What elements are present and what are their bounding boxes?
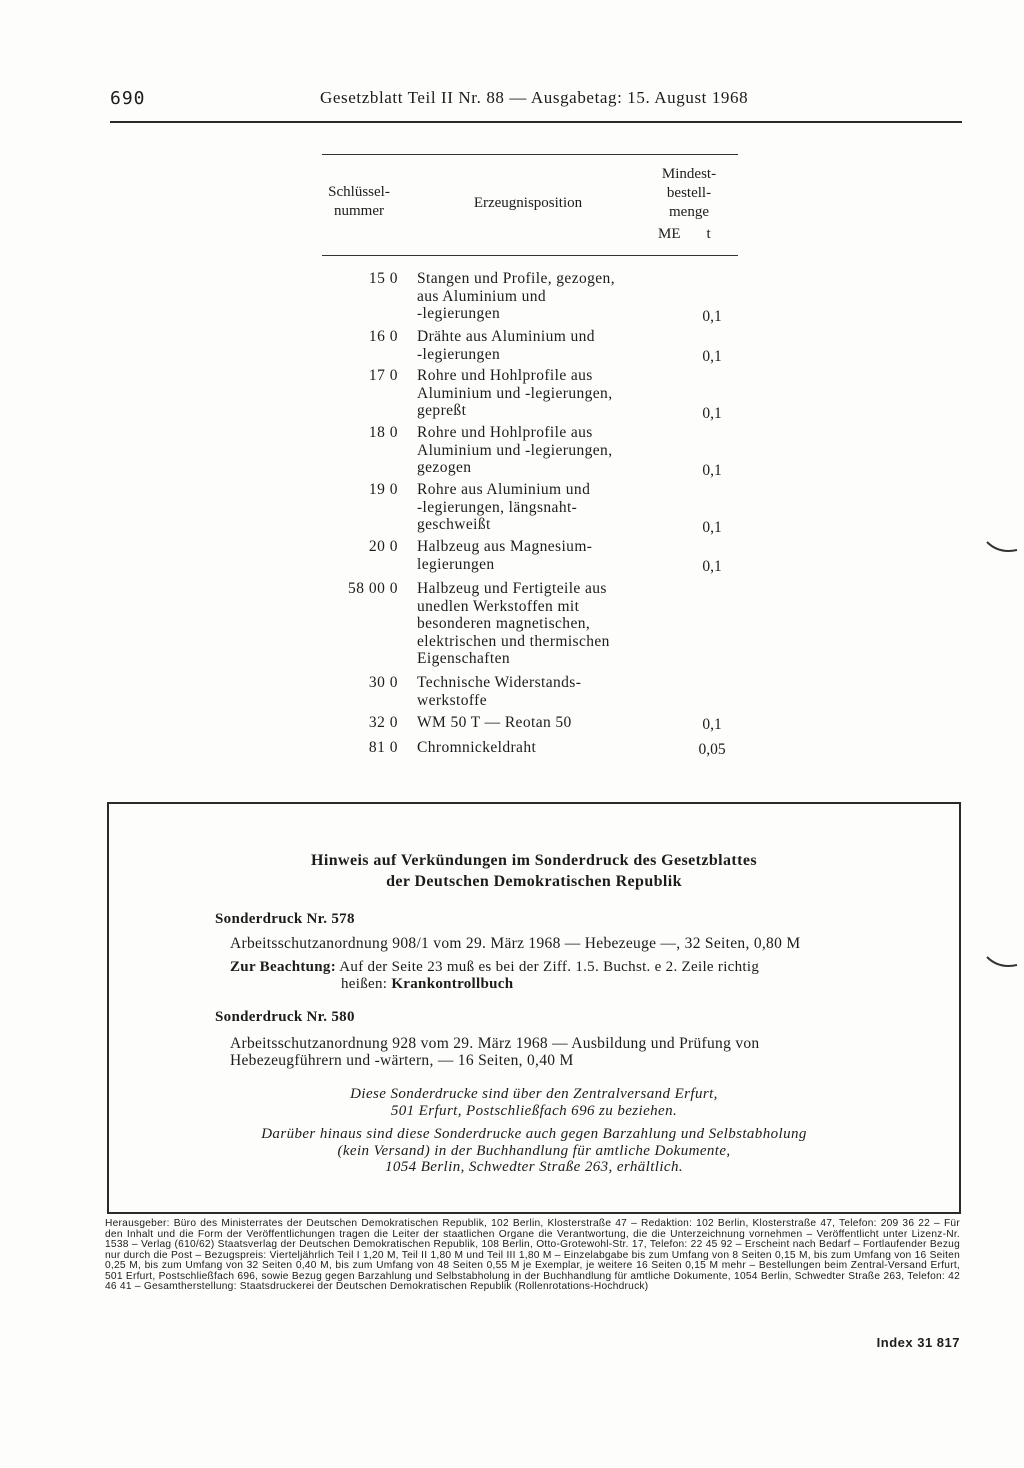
row-description-line: -legierungen: [417, 345, 501, 363]
sonderdruck-notice-box: [107, 802, 961, 1214]
row-description-line: Halbzeug und Fertigteile aus: [417, 580, 607, 597]
row-description: [417, 328, 657, 363]
row-description: [417, 739, 657, 757]
row-description-line: geschweißt: [417, 516, 491, 533]
errata-label: Zur Beachtung:: [230, 959, 337, 975]
row-quantity: 0,1: [702, 462, 722, 479]
margin-tick-mark: [985, 540, 1019, 554]
header-rule: [110, 121, 962, 123]
row-description-line: gezogen: [417, 459, 472, 476]
row-description-line: -legierungen: [417, 305, 501, 322]
row-description-line: gepreßt: [417, 402, 467, 419]
page-header: [110, 88, 962, 114]
row-description-line: Chromnickeldraht: [417, 739, 537, 756]
row-key: 19 0: [368, 481, 398, 498]
row-quantity: 0,1: [702, 716, 722, 733]
table-header: [322, 155, 738, 255]
row-key: 17 0: [368, 367, 398, 384]
pickup-line: Darüber hinaus sind diese Sonderdrucke auch gegen Barzahlung und Selbstabholung: [261, 1126, 807, 1142]
running-title: Gesetzblatt Teil II Nr. 88 — Ausgabetag: 15. August 1968: [320, 88, 749, 107]
notice-title: [109, 850, 959, 892]
sonderdruck-578-heading: Sonderdruck Nr. 578: [215, 911, 355, 927]
row-description-line: -legierungen, längsnaht-: [417, 498, 578, 516]
availability-line: Diese Sonderdrucke sind über den Zentralversand Erfurt,: [350, 1086, 718, 1102]
index-number: Index 31 817: [876, 1335, 960, 1350]
column-header-key: [322, 183, 396, 221]
publisher-imprint: Herausgeber: Büro des Ministerrates der Deutschen Demokratischen Republik, 102 Berlin, Klosterstraße 47 – Redaktion: 102 Berlin, Klosterstraße 47, Telefon: 209 36 22 – Für den Inhalt und die Form der Veröffentlichungen tragen die Leiter der staatlichen Organe die Verantwortung, die die Unterzeichnung vornehmen – Veröffentlicht unter Lizenz-Nr. 1538 – Verlag (610/62) Staatsverlag der Deutschen Demokratischen Republik, 108 Berlin, Otto-Grotewohl-Str. 17, Telefon: 22 45 92 – Erscheint nach Bedarf – Fortlaufender Bezug nur durch die Post – Bezugspreis: Vierteljährlich Teil I 1,20 M, Teil II 1,80 M und Teil III 1,80 M – Einzelabgabe bis zum Umfang von 8 Seiten 0,15 M, bis zum Umfang von 16 Seiten 0,25 M, bis zum Umfang von 32 Seiten 0,40 M, bis zum Umfang von 48 Seiten 0,55 M je Exemplar, je weitere 16 Seiten 0,15 M mehr – Bestellungen beim Zentral-Versand Erfurt, 501 Erfurt, Postschließfach 696, sowie Bezug gegen Barzahlung und Selbstabholung in der Buchhandlung für amtliche Dokumente, 1054 Berlin, Schwedter Straße 263, Telefon: 42 46 41 – Gesamtherstellung: Staatsdruckerei der Deutschen Demokratischen Republik (Rollenrotations-Hochdruck): [105, 1218, 960, 1292]
errata-line-1: [230, 959, 870, 976]
row-description: [417, 270, 657, 323]
product-table: [322, 154, 738, 758]
row-key: 15 0: [368, 270, 398, 287]
column-header-min-line: Mindest-: [661, 166, 717, 182]
row-description-line: elektrischen und thermischen: [417, 632, 610, 650]
row-quantity: 0,1: [702, 308, 722, 325]
sonderdruck-580-heading: Sonderdruck Nr. 580: [215, 1009, 355, 1025]
row-description-line: unedlen Werkstoffen mit: [417, 597, 580, 615]
row-description-line: besonderen magnetischen,: [417, 615, 591, 632]
row-description: [417, 580, 657, 668]
row-description: [417, 367, 657, 420]
table-header-rule: [322, 255, 738, 256]
column-header-key-line: nummer: [334, 203, 384, 219]
unit-t: t: [706, 226, 711, 242]
availability-note: [139, 1086, 929, 1119]
row-key: 18 0: [368, 424, 398, 441]
column-header-key-line: Schlüssel-: [328, 184, 390, 200]
row-key: 20 0: [368, 538, 398, 555]
column-header-min-line: bestell-: [666, 185, 712, 201]
row-quantity: 0,1: [702, 558, 722, 575]
column-header-min-quantity: [640, 165, 738, 222]
column-header-product: Erzeugnisposition: [473, 195, 583, 211]
row-key: 32 0: [368, 714, 398, 731]
sonderdruck-578-text: Arbeitsschutzanordnung 908/1 vom 29. März 1968 — Hebezeuge —, 32 Seiten, 0,80 M: [230, 935, 801, 952]
margin-tick-mark: [985, 955, 1019, 969]
errata-text: Auf der Seite 23 muß es bei der Ziff. 1.5. Buchst. e 2. Zeile richtig: [339, 959, 760, 975]
row-description-line: WM 50 T — Reotan 50: [417, 714, 572, 731]
row-description-line: Aluminium und -legierungen,: [417, 441, 613, 459]
sonderdruck-580-text: [230, 1035, 850, 1069]
page-number: 690: [110, 88, 146, 109]
sonderdruck-580-line: Hebezeugführern und -wärtern, — 16 Seiten, 0,40 M: [230, 1052, 574, 1069]
row-description-line: Aluminium und -legierungen,: [417, 384, 613, 402]
row-key: 16 0: [368, 328, 398, 345]
notice-title-line: der Deutschen Demokratischen Republik: [386, 873, 682, 890]
row-quantity: 0,05: [698, 741, 726, 758]
row-description-line: Drähte aus Aluminium und: [417, 328, 595, 345]
row-description: [417, 424, 657, 477]
sonderdruck-580-line: Arbeitsschutzanordnung 928 vom 29. März 1968 — Ausbildung und Prüfung von: [230, 1035, 760, 1052]
row-description-line: Eigenschaften: [417, 650, 510, 667]
availability-line: 501 Erfurt, Postschließfach 696 zu beziehen.: [390, 1102, 678, 1119]
errata-line-2: [230, 976, 870, 993]
row-description: [417, 674, 657, 709]
row-key: 30 0: [368, 674, 398, 691]
row-description-line: Rohre aus Aluminium und: [417, 481, 591, 498]
pickup-line: 1054 Berlin, Schwedter Straße 263, erhältlich.: [384, 1159, 684, 1175]
row-key: 58 00 0: [348, 580, 398, 597]
row-quantity: 0,1: [702, 519, 722, 536]
unit-labels: [658, 226, 737, 243]
column-header-min-line: menge: [669, 204, 709, 220]
row-description-line: Rohre und Hohlprofile aus: [417, 424, 593, 441]
row-quantity: 0,1: [702, 405, 722, 422]
row-description-line: legierungen: [417, 555, 495, 573]
row-description-line: Technische Widerstands-: [417, 674, 582, 691]
row-description: [417, 538, 657, 573]
row-description: [417, 481, 657, 534]
row-description-line: Halbzeug aus Magnesium-: [417, 538, 593, 555]
unit-me: ME: [658, 226, 681, 242]
errata-note: [230, 959, 870, 993]
pickup-note: [139, 1126, 929, 1176]
row-quantity: 0,1: [702, 348, 722, 365]
row-description-line: aus Aluminium und: [417, 287, 547, 305]
row-description-line: Rohre und Hohlprofile aus: [417, 367, 593, 384]
row-description: [417, 714, 657, 732]
errata-text-2: heißen:: [341, 976, 388, 992]
row-description-line: Stangen und Profile, gezogen,: [417, 270, 615, 287]
notice-title-line: Hinweis auf Verkündungen im Sonderdruck des Gesetzblattes: [311, 852, 757, 869]
row-key: 81 0: [368, 739, 398, 756]
pickup-line: (kein Versand) in der Buchhandlung für amtliche Dokumente,: [337, 1142, 731, 1159]
row-description-line: werkstoffe: [417, 691, 487, 709]
errata-correct-word: Krankontrollbuch: [391, 976, 514, 992]
